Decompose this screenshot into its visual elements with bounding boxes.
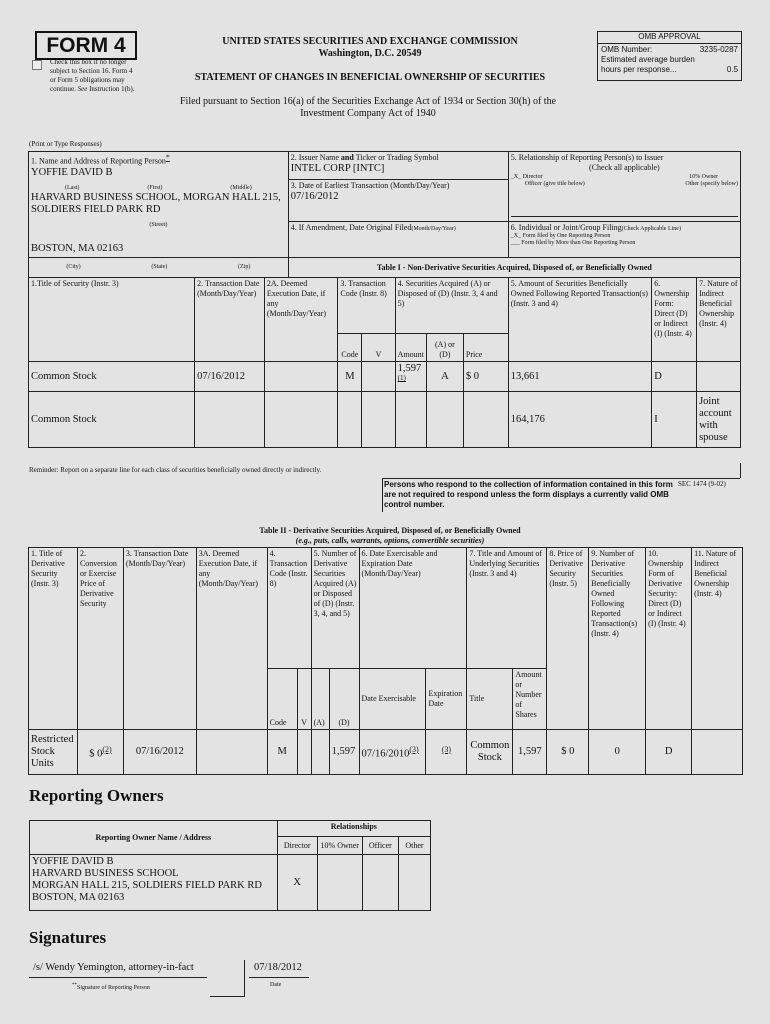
issuer-name: INTEL CORP [INTC] [290, 163, 385, 174]
t2-col-title: 1. Title of Derivative Security (Instr. 3) [29, 548, 78, 730]
t1-col-title: 1.Title of Security (Instr. 3) [29, 278, 195, 362]
form-title-box [35, 31, 137, 60]
signature-date-label: Date [270, 982, 282, 988]
omb-notice: Persons who respond to the collection of information contained in this form are not required to respond unless the form displays a currently valid OMB control number. [384, 480, 673, 509]
filed-pursuant: Filed pursuant to Section 16(a) of the Securities Exchange Act of 1934 or Section 30(h) of the Investment Company Act of 1940 [179, 96, 557, 119]
amendment-label: 4. If Amendment, Date Original Filed(Month/Day/Year) [290, 223, 456, 232]
t1-col-form: 6. Ownership Form: Direct (D) or Indirect (I) (Instr. 4) [652, 278, 697, 362]
earliest-date: 07/16/2012 [290, 191, 339, 202]
table-row: Common Stock 07/16/2012 M 1,597 (1) A $ 0 13,661 D [29, 362, 741, 392]
section16-checkbox-label: Check this box if no longer subject to Section 16. Form 4 or Form 5 obligations may continue. See Instruction 1(b). [50, 58, 135, 93]
omb-approval-box: OMB APPROVAL OMB Number: 3235-0287 Estimated average burden hours per response... 0.5 [597, 31, 742, 81]
statement-title: STATEMENT OF CHANGES IN BENEFICIAL OWNERSHIP OF SECURITIES [194, 72, 546, 83]
omb-title: OMB APPROVAL [598, 32, 741, 44]
t2-col-number: 5. Number of Derivative Securities Acquired (A) or Disposed of (D) (Instr. 3, 4, and 5) [311, 548, 359, 669]
t2-col-deemed: 3A. Deemed Execution Date, if any (Month/Day/Year) [196, 548, 267, 730]
t2-col-underlying: 7. Title and Amount of Underlying Securities (Instr. 3 and 4) [467, 548, 547, 669]
one-person-check: _X_ Form filed by One Reporting Person [510, 233, 611, 239]
reporter-name: YOFFIE DAVID B [31, 166, 113, 178]
section16-checkbox[interactable] [32, 60, 42, 70]
reporter-city: BOSTON, MA 02163 [31, 242, 124, 254]
footnote-link[interactable]: (3) [441, 744, 452, 754]
t2-col-price: 2. Conversion or Exercise Price of Derivative Security [77, 548, 123, 730]
print-type-note: (Print or Type Responses) [29, 140, 102, 148]
footnote-link[interactable]: (1) [397, 374, 406, 382]
director-check: _X_ [510, 174, 522, 180]
t1-col-deemed: 2A. Deemed Execution Date, if any (Month/Day/Year) [264, 278, 338, 362]
reporter-address: HARVARD BUSINESS SCHOOL, MORGAN HALL 215, SOLDIERS FIELD PARK RD [31, 191, 281, 215]
footnote-link[interactable]: (2) [102, 744, 112, 754]
t2-col-owned: 9. Number of Derivative Securities Beneficially Owned Following Reported Transaction(s) (Instr. 4) [589, 548, 646, 730]
t2-col-form: 10. Ownership Form of Derivative Security: Direct (D) or Indirect (I) (Instr. 4) [646, 548, 692, 730]
relationship-label: 5. Relationship of Reporting Person(s) to Issuer [510, 153, 664, 162]
t2-col-deriv-price: 8. Price of Derivative Security (Instr. 5) [547, 548, 589, 730]
individual-filing-label: 6. Individual or Joint/Group Filing(Check Applicable Line) [510, 223, 681, 232]
t1-col-nature: 7. Nature of Indirect Beneficial Ownership (Instr. 4) [697, 278, 741, 362]
t2-col-exercisable: 6. Date Exercisable and Expiration Date (Month/Day/Year) [359, 548, 467, 669]
table-row: YOFFIE DAVID B HARVARD BUSINESS SCHOOL MORGAN HALL 215, SOLDIERS FIELD PARK RD BOSTON, MA 02163 X [30, 855, 431, 911]
signatures-heading: Signatures [29, 928, 107, 947]
signature-date: 07/18/2012 [254, 962, 302, 973]
form-title: FORM 4 [46, 34, 126, 57]
t1-col-code: 3. Transaction Code (Instr. 8) [338, 278, 395, 334]
director-mark: X [277, 855, 317, 911]
t2-col-nature: 11. Nature of Indirect Beneficial Ownership (Instr. 4) [692, 548, 743, 730]
t1-col-acquired: 4. Securities Acquired (A) or Disposed of (D) (Instr. 3, 4 and 5) [395, 278, 508, 334]
reporter-info-table: 1. Name and Address of Reporting Person* YOFFIE DAVID B (Last) (First) (Middle) HARVARD BUSINESS SCHOOL, MORGAN HALL 215, SOLDIERS FIELD PARK RD (Street) BOSTON, MA 02163 2. Issuer Name and Ticker or Trading Symbol INTEL CORP [INTC] 5. Relationship of Reporting Person(s) to Issuer (Check all applicable) _X_ Director 10% Owner Officer (give title below) Other (specify below) 3. Date of Earliest Transaction (Month/Day/Year) 07/16/2012 4. If Amendment, Date Original Filed(Month/Day/Year) 6. Individual or Joint/Group Filing(Check Applicable Line) _X_ Form filed by One Reporting Person ___ Form filed by More than One Reporting Person (City) (State) (Zip) Table I - Non-Derivative Securities Acquired, Disposed of, or Beneficially Owned 1.Title of Security (Instr. 3) 2. Transaction Date (Month/Day/Year) 2A. Deemed Execution Date, if any (Month/Day/Year) 3. Transaction Code (Instr. 8) 4. Securities Acquired (A) or Disposed of (D) (Instr. 3, 4 and 5) 5. Amount of Securities Beneficially Owned Following Reported Transaction(s) (Instr. 3 and 4) 6. Ownership Form: Direct (D) or Indirect (I) (Instr. 4) 7. Nature of Indirect Beneficial Ownership (Instr. 4) Code V Amount (A) or (D) Price Common Stock 07/16/2012 M 1,597 (1) A $ 0 13,661 D Common Stock 164,176 I Joint account with spouse [28, 151, 741, 448]
reporting-owners-table: Reporting Owner Name / Address Relationships Director 10% Owner Officer Other YOFFIE DAVID B HARVARD BUSINESS SCHOOL MORGAN HALL 215, SOLDIERS FIELD PARK RD BOSTON, MA 02163 X [29, 820, 431, 911]
issuer-label: 2. Issuer Name and Ticker or Trading Symbol [290, 153, 439, 162]
reporter-name-label: 1. Name and Address of Reporting Person* [31, 153, 170, 166]
signature-label: **Signature of Reporting Person [72, 983, 150, 991]
t1-col-owned: 5. Amount of Securities Beneficially Owned Following Reported Transaction(s) (Instr. 3 and 4) [508, 278, 652, 362]
reminder-text: Reminder: Report on a separate line for each class of securities beneficially owned directly or indirectly. [29, 466, 322, 474]
sec-code: SEC 1474 (9-02) [678, 480, 726, 488]
reporting-owners-heading: Reporting Owners [29, 786, 164, 805]
table2-title: Table II - Derivative Securities Acquired, Disposed of, or Beneficially Owned (e.g., puts, calls, warrants, options, convertible securities) [259, 526, 521, 545]
table-row: Restricted Stock Units $ 0$^{(2)}$ 07/16/2012 M 1,597 07/16/2010$^{(3)}$ $^{(3)}$ Common Stock 1,597 $ 0 0 D [29, 730, 743, 775]
t1-col-date: 2. Transaction Date (Month/Day/Year) [195, 278, 265, 362]
earliest-date-label: 3. Date of Earliest Transaction (Month/Day/Year) [290, 181, 450, 190]
t2-col-code: 4. Transaction Code (Instr. 8) [267, 548, 311, 669]
derivative-table: 1. Title of Derivative Security (Instr. 3) 2. Conversion or Exercise Price of Derivative Security 3. Transaction Date (Month/Day/Year) 3A. Deemed Execution Date, if any (Month/Day/Year) 4. Transaction Code (Instr. 8) 5. Number of Derivative Securities Acquired (A) or Disposed of (D) (Instr. 3, 4, and 5) 6. Date Exercisable and Expiration Date (Month/Day/Year) 7. Title and Amount of Underlying Securities (Instr. 3 and 4) 8. Price of Derivative Security (Instr. 5) 9. Number of Derivative Securities Beneficially Owned Following Reported Transaction(s) (Instr. 4) 10. Ownership Form of Derivative Security: Direct (D) or Indirect (I) (Instr. 4) 11. Nature of Indirect Beneficial Ownership (Instr. 4) Code V (A) (D) Date Exercisable Expiration Date Title Amount or Number of Shares Restricted Stock Units $ 0$^{(2)}$ 07/16/2012 M 1,597 07/16/2010$^{(3)}$ $^{(3)}$ Common Stock 1,597 $ 0 0 D [28, 547, 743, 775]
omb-number: 3235-0287 [699, 45, 738, 54]
t2-col-date: 3. Transaction Date (Month/Day/Year) [123, 548, 196, 730]
table1-title: Table I - Non-Derivative Securities Acquired, Disposed of, or Beneficially Owned [288, 258, 740, 278]
omb-hours: 0.5 [726, 65, 738, 74]
agency-name: UNITED STATES SECURITIES AND EXCHANGE COMMISSION Washington, D.C. 20549 [222, 36, 518, 59]
table-row: Common Stock 164,176 I Joint account with spouse [29, 392, 741, 448]
signature: /s/ Wendy Yemington, attorney-in-fact [33, 962, 194, 973]
footnote-link[interactable]: (3) [409, 744, 419, 754]
